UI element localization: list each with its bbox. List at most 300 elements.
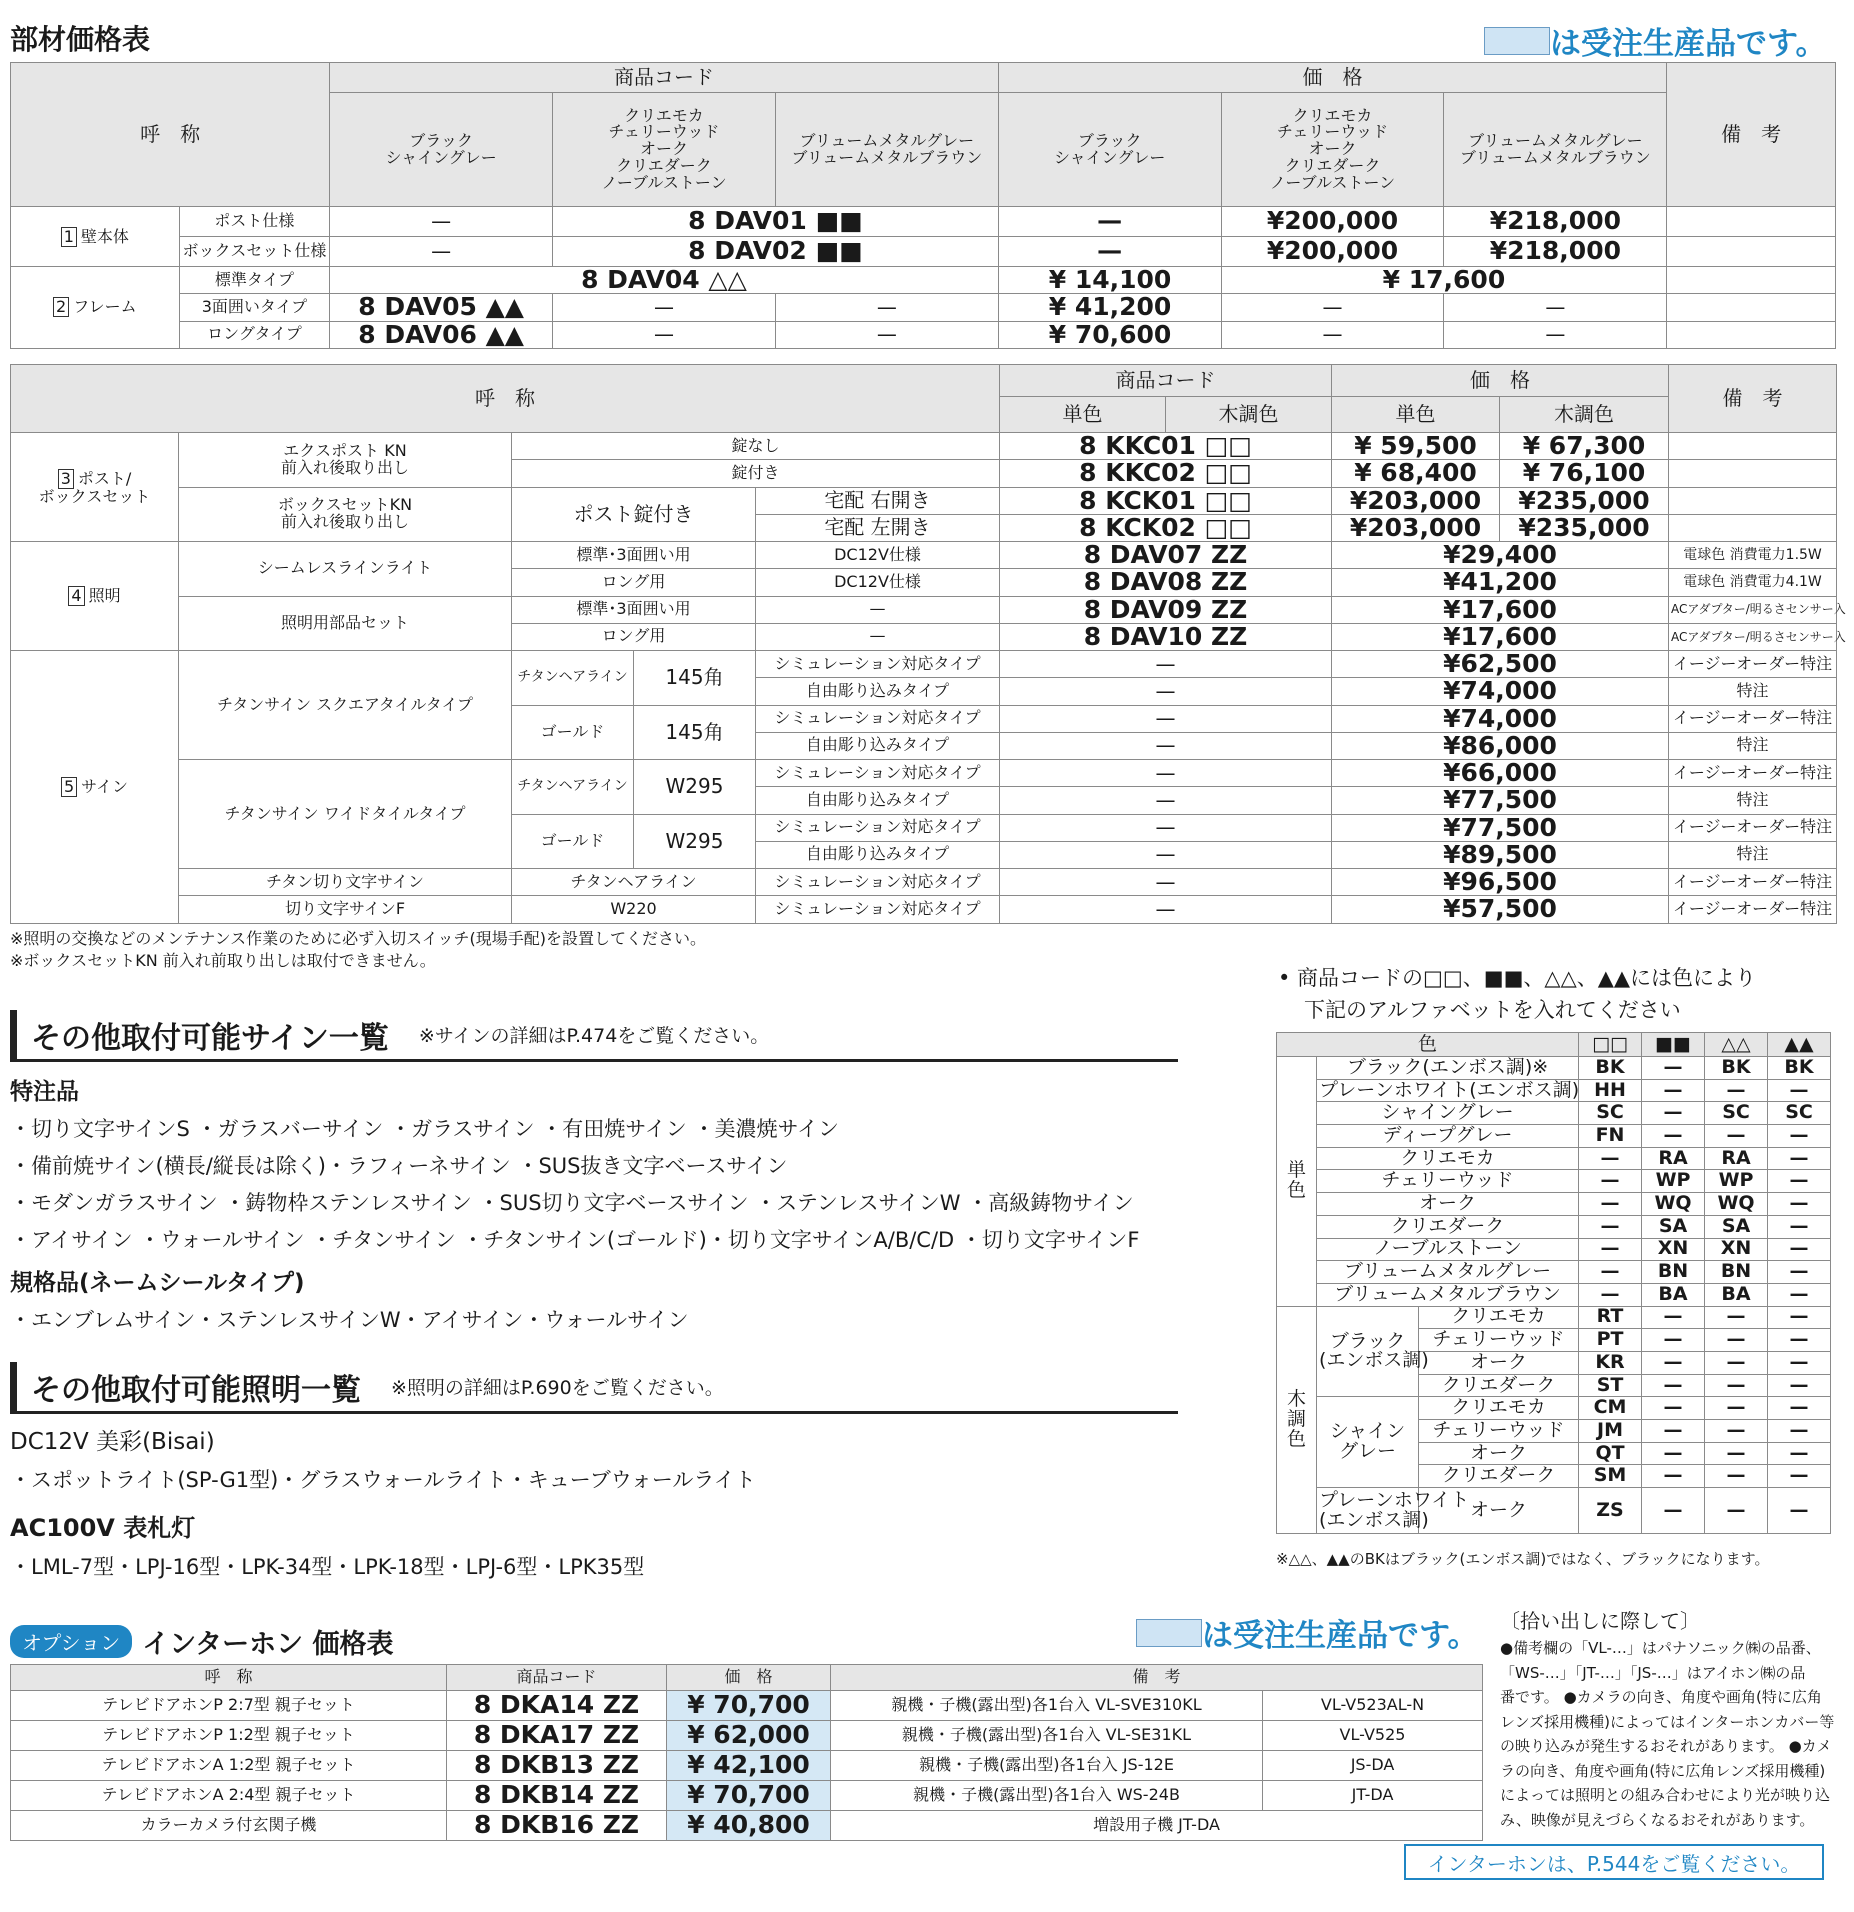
- cell: DC12V仕様: [756, 542, 1000, 569]
- color-code: WP: [1705, 1170, 1768, 1193]
- type: 自由彫り込みタイプ: [756, 787, 1000, 814]
- note: [1669, 487, 1837, 514]
- product-code: 8 DKA17 ZZ: [447, 1721, 667, 1751]
- code: —: [1000, 841, 1332, 868]
- price: ¥66,000: [1332, 760, 1669, 787]
- cell: —: [756, 596, 1000, 623]
- price: ¥62,500: [1332, 651, 1669, 678]
- cell: —: [1444, 321, 1667, 348]
- color-row: [1277, 1125, 1831, 1148]
- intercom-row: [11, 1691, 1483, 1721]
- color-code: —: [1768, 1125, 1831, 1148]
- product-code: 8 DAV01 ■■: [553, 207, 999, 237]
- color-code: —: [1768, 1329, 1831, 1352]
- color-code: —: [1768, 1397, 1831, 1420]
- color-code: HH: [1579, 1079, 1642, 1102]
- list-item: ・モダンガラスサイン ・鋳物枠ステンレスサイン ・SUS切り文字ベースサイン ・ステンレスサインW ・高級鋳物サイン: [10, 1191, 1134, 1215]
- cell: —: [756, 623, 1000, 650]
- note: 特注: [1669, 678, 1837, 705]
- color-name: クリエダーク: [1419, 1374, 1579, 1397]
- group-light: 4 照明: [11, 542, 179, 651]
- model: JT-DA: [1263, 1781, 1483, 1811]
- note: [1669, 433, 1837, 460]
- row-name: 標準タイプ: [179, 267, 330, 294]
- product-code: 8 DAV04 △△: [330, 267, 999, 294]
- type: シミュレーション対応タイプ: [756, 651, 1000, 678]
- header-code: 商品コード: [447, 1665, 667, 1691]
- product-code: 8 DAV06 ▲▲: [330, 321, 553, 348]
- note: イージーオーダー特注: [1669, 651, 1837, 678]
- header-wood-price: 木調色: [1500, 397, 1669, 433]
- footnotes: [10, 928, 706, 972]
- intro-line: 下記のアルファベットを入れてください: [1304, 998, 1681, 1022]
- color-code: ST: [1579, 1374, 1642, 1397]
- model: VL-V523AL-N: [1263, 1691, 1483, 1721]
- price: ¥77,500: [1332, 787, 1669, 814]
- color-code: —: [1642, 1351, 1705, 1374]
- price: ¥218,000: [1444, 237, 1667, 267]
- cell: —: [1221, 294, 1444, 321]
- note: ACアダプター/明るさセンサー入: [1669, 596, 1837, 623]
- color-code: SC: [1579, 1102, 1642, 1125]
- color-code: —: [1642, 1329, 1705, 1352]
- pickup-line: 「WS-…」「JT-…」「JS-…」はアイホン㈱の品: [1500, 1663, 1806, 1682]
- header-sym: □□: [1579, 1033, 1642, 1057]
- cell: ロング用: [512, 569, 756, 596]
- code: —: [1000, 787, 1332, 814]
- cell: —: [1444, 294, 1667, 321]
- heading: その他取付可能照明一覧: [31, 1372, 361, 1408]
- code: —: [1000, 760, 1332, 787]
- order-note: は受注生産品です。: [1202, 1618, 1479, 1654]
- model: VL-V525: [1263, 1721, 1483, 1751]
- material: チタンヘアライン: [512, 869, 756, 896]
- product-code: 8 DKA14 ZZ: [447, 1691, 667, 1721]
- price: —: [998, 237, 1221, 267]
- color-code: —: [1642, 1079, 1705, 1102]
- color-code: —: [1768, 1488, 1831, 1534]
- color-code-table: [1276, 1032, 1831, 1534]
- price: ¥86,000: [1332, 732, 1669, 759]
- color-name: オーク: [1317, 1193, 1579, 1216]
- type: 自由彫り込みタイプ: [756, 732, 1000, 759]
- header-price: 価 格: [998, 63, 1667, 93]
- type: 自由彫り込みタイプ: [756, 678, 1000, 705]
- intercom-name: テレビドアホンA 2:4型 親子セット: [11, 1781, 447, 1811]
- cell: ロング用: [512, 623, 756, 650]
- note: 親機・子機(露出型)各1台入 VL-SVE310KL: [831, 1691, 1263, 1721]
- color-code: —: [1768, 1215, 1831, 1238]
- intro-line: • 商品コードの□□、■■、△△、▲▲には色により: [1278, 966, 1757, 990]
- color-row: [1277, 1215, 1831, 1238]
- price: ¥ 68,400: [1332, 460, 1500, 487]
- pickup-line: 番です。 ●カメラの向き、角度や画角(特に広角: [1500, 1688, 1822, 1706]
- price: ¥17,600: [1332, 623, 1669, 650]
- std-heading: 規格品(ネームシールタイプ): [10, 1270, 305, 1296]
- ac-heading: AC100V 表札灯: [10, 1514, 196, 1542]
- code: —: [1000, 651, 1332, 678]
- color-row: [1277, 1488, 1831, 1534]
- color-code: —: [1705, 1306, 1768, 1329]
- color-name: シャイングレー: [1317, 1102, 1579, 1125]
- product-code: 8 DKB16 ZZ: [447, 1811, 667, 1841]
- price: ¥ 70,700: [667, 1781, 831, 1811]
- note: 親機・子機(露出型)各1台入 WS-24B: [831, 1781, 1263, 1811]
- type: 自由彫り込みタイプ: [756, 841, 1000, 868]
- size: 145角: [634, 651, 756, 706]
- price: ¥ 62,000: [667, 1721, 831, 1751]
- color-code: BA: [1642, 1283, 1705, 1306]
- cell: —: [775, 294, 998, 321]
- color-name: オーク: [1419, 1351, 1579, 1374]
- note: [1667, 294, 1836, 321]
- color-code: —: [1642, 1397, 1705, 1420]
- pickup-notes: [1500, 1606, 1836, 1832]
- lock: ポスト錠付き: [512, 487, 756, 542]
- color-name: クリエモカ: [1317, 1147, 1579, 1170]
- light-parts: 照明用部品セット: [179, 596, 512, 651]
- cell: 標準･3面囲い用: [512, 596, 756, 623]
- color-footnote: ※△△、▲▲のBKはブラック(エンボス調)ではなく、ブラックになります。: [1276, 1550, 1770, 1568]
- color-code: PT: [1579, 1329, 1642, 1352]
- cell: 標準･3面囲い用: [512, 542, 756, 569]
- legend-swatch: [1484, 27, 1550, 55]
- pickup-line: ラの向き、角度や画角(特に広角レンズ採用機種): [1500, 1761, 1826, 1780]
- header-price: 価 格: [1332, 365, 1669, 397]
- pickup-line: によっては照明との組み合わせにより光が映り込: [1500, 1786, 1831, 1804]
- color-code: QT: [1579, 1442, 1642, 1465]
- color-code: —: [1642, 1465, 1705, 1488]
- col-black: ブラック シャイングレー: [330, 93, 553, 207]
- color-code: —: [1705, 1465, 1768, 1488]
- color-code: BN: [1642, 1261, 1705, 1284]
- color-code: —: [1705, 1125, 1768, 1148]
- intercom-name: カラーカメラ付玄関子機: [11, 1811, 447, 1841]
- group-sign: 5 サイン: [11, 651, 179, 924]
- square-tile-sign: チタンサイン スクエアタイルタイプ: [179, 651, 512, 760]
- color-name: チェリーウッド: [1317, 1170, 1579, 1193]
- col-metal-price: ブリュームメタルグレー ブリュームメタルブラウン: [1444, 93, 1667, 207]
- color-code: —: [1768, 1170, 1831, 1193]
- price: ¥235,000: [1500, 514, 1669, 541]
- color-code: —: [1705, 1351, 1768, 1374]
- price: ¥ 42,100: [667, 1751, 831, 1781]
- header-note: 備 考: [1667, 63, 1836, 207]
- color-code: —: [1642, 1125, 1705, 1148]
- color-name: クリエダーク: [1317, 1215, 1579, 1238]
- code: —: [1000, 814, 1332, 841]
- intercom-row: [11, 1721, 1483, 1751]
- header-solid-price: 単色: [1332, 397, 1500, 433]
- price: ¥96,500: [1332, 869, 1669, 896]
- color-code: SC: [1705, 1102, 1768, 1125]
- color-name: オーク: [1419, 1442, 1579, 1465]
- note: [1667, 237, 1836, 267]
- product-code: 8 DAV10 ZZ: [1000, 623, 1332, 650]
- row-name: ロングタイプ: [179, 321, 330, 348]
- type: シミュレーション対応タイプ: [756, 869, 1000, 896]
- sub: 宅配 右開き: [756, 487, 1000, 514]
- price: ¥ 70,600: [998, 321, 1221, 348]
- note: 親機・子機(露出型)各1台入 JS-12E: [831, 1751, 1263, 1781]
- light-list-heading: [10, 1362, 1178, 1414]
- color-name: ディープグレー: [1317, 1125, 1579, 1148]
- note: 特注: [1669, 732, 1837, 759]
- color-code: —: [1642, 1057, 1705, 1080]
- code: —: [1000, 869, 1332, 896]
- legend-swatch: [1136, 1619, 1202, 1647]
- group-wall: 1 壁本体: [11, 207, 180, 267]
- intercom-name: テレビドアホンA 1:2型 親子セット: [11, 1751, 447, 1781]
- header-code: 商品コード: [330, 63, 999, 93]
- color-code: WP: [1642, 1170, 1705, 1193]
- footnote: ※照明の交換などのメンテナンス作業のために必ず入切スイッチ(現場手配)を設置してください。: [10, 929, 706, 948]
- price: ¥77,500: [1332, 814, 1669, 841]
- color-code: —: [1579, 1170, 1642, 1193]
- color-code: BN: [1705, 1261, 1768, 1284]
- color-code: BK: [1705, 1057, 1768, 1080]
- material: W220: [512, 896, 756, 923]
- color-code: BK: [1579, 1057, 1642, 1080]
- note: [1667, 207, 1836, 237]
- color-code: XN: [1705, 1238, 1768, 1261]
- color-name: ブラック(エンボス調)※: [1317, 1057, 1579, 1080]
- intercom-order-legend: [1136, 1610, 1479, 1655]
- size: W295: [634, 814, 756, 869]
- color-code: —: [1768, 1420, 1831, 1443]
- list-item: ・エンブレムサイン・ステンレスサインW・アイサイン・ウォールサイン: [10, 1308, 689, 1332]
- price: ¥203,000: [1332, 514, 1500, 541]
- color-name: ブリュームメタルグレー: [1317, 1261, 1579, 1284]
- color-code: —: [1579, 1261, 1642, 1284]
- cell: —: [330, 237, 553, 267]
- wood-base: プレーンホワイト (エンボス調): [1317, 1488, 1419, 1534]
- header-name: 呼 称: [11, 365, 1000, 433]
- sub: 錠付き: [512, 460, 1000, 487]
- list-item: ・切り文字サインS ・ガラスバーサイン ・ガラスサイン ・有田焼サイン ・美濃焼サイン: [10, 1117, 839, 1141]
- price: ¥74,000: [1332, 705, 1669, 732]
- price: ¥200,000: [1221, 207, 1444, 237]
- list-item: ・アイサイン ・ウォールサイン ・チタンサイン ・チタンサイン(ゴールド)・切り文字サインA/B/C/D ・切り文字サインF: [10, 1228, 1140, 1252]
- header-code: 商品コード: [1000, 365, 1332, 397]
- footnote: ※ボックスセットKN 前入れ前取り出しは取付できません。: [10, 951, 436, 970]
- size: 145角: [634, 705, 756, 760]
- color-code: XN: [1642, 1238, 1705, 1261]
- header-wood: 木調色: [1166, 397, 1332, 433]
- color-code: —: [1579, 1147, 1642, 1170]
- color-code: —: [1642, 1442, 1705, 1465]
- color-intro: [1278, 962, 1756, 1026]
- pickup-line: の映り込みが発生するおそれがあります。 ●カメ: [1500, 1737, 1832, 1755]
- color-code: KR: [1579, 1351, 1642, 1374]
- type: シミュレーション対応タイプ: [756, 896, 1000, 923]
- product-code: 8 DKB13 ZZ: [447, 1751, 667, 1781]
- color-code: —: [1705, 1420, 1768, 1443]
- material: ゴールド: [512, 814, 634, 869]
- price: ¥ 17,600: [1221, 267, 1667, 294]
- color-code: —: [1768, 1261, 1831, 1284]
- product-code: 8 DKB14 ZZ: [447, 1781, 667, 1811]
- code: —: [1000, 678, 1332, 705]
- note: イージーオーダー特注: [1669, 705, 1837, 732]
- intercom-name: テレビドアホンP 1:2型 親子セット: [11, 1721, 447, 1751]
- sub: 錠なし: [512, 433, 1000, 460]
- ref: ※照明の詳細はP.690をご覧ください。: [391, 1377, 724, 1399]
- cell: —: [1221, 321, 1444, 348]
- color-name: チェリーウッド: [1419, 1329, 1579, 1352]
- color-row: [1277, 1397, 1831, 1420]
- row-name: ポスト仕様: [179, 207, 330, 237]
- header-note: 備 考: [1669, 365, 1837, 433]
- pickup-line: ●備考欄の「VL-…」はパナソニック㈱の品番、: [1500, 1639, 1821, 1657]
- intercom-row: [11, 1781, 1483, 1811]
- list-item: ・備前焼サイン(横長/縦長は除く)・ラフィーネサイン ・SUS抜き文字ベースサイン: [10, 1154, 788, 1178]
- price: ¥ 70,700: [667, 1691, 831, 1721]
- color-code: —: [1768, 1465, 1831, 1488]
- color-row: [1277, 1170, 1831, 1193]
- color-name: クリエモカ: [1419, 1306, 1579, 1329]
- sign-list-heading: [10, 1010, 1178, 1062]
- material: ゴールド: [512, 705, 634, 760]
- page-title: 部材価格表: [10, 23, 151, 56]
- price: ¥203,000: [1332, 487, 1500, 514]
- price: ¥41,200: [1332, 569, 1669, 596]
- note: 特注: [1669, 841, 1837, 868]
- color-name: クリエダーク: [1419, 1465, 1579, 1488]
- color-code: —: [1768, 1238, 1831, 1261]
- color-code: RA: [1642, 1147, 1705, 1170]
- color-row: [1277, 1193, 1831, 1216]
- note: [1669, 514, 1837, 541]
- intercom-row: [11, 1751, 1483, 1781]
- color-code: —: [1768, 1351, 1831, 1374]
- color-code: SA: [1642, 1215, 1705, 1238]
- color-code: WQ: [1705, 1193, 1768, 1216]
- header-sym: ■■: [1642, 1033, 1705, 1057]
- color-code: —: [1768, 1283, 1831, 1306]
- color-name: ブリュームメタルブラウン: [1317, 1283, 1579, 1306]
- wood-group: 木調色: [1277, 1306, 1317, 1534]
- code: —: [1000, 896, 1332, 923]
- material: チタンヘアライン: [512, 760, 634, 815]
- col-wood: クリエモカ チェリーウッド オーク クリエダーク ノーブルストーン: [553, 93, 776, 207]
- box-set-kn: ボックスセットKN 前入れ後取り出し: [179, 487, 512, 542]
- note: イージーオーダー特注: [1669, 814, 1837, 841]
- note: [1667, 321, 1836, 348]
- size: W295: [634, 760, 756, 815]
- list-item: ・スポットライト(SP-G1型)・グラスウォールライト・キューブウォールライト: [10, 1468, 756, 1492]
- dc-heading: DC12V 美彩(Bisai): [10, 1429, 215, 1455]
- code: —: [1000, 705, 1332, 732]
- color-code: —: [1642, 1306, 1705, 1329]
- cell: DC12V仕様: [756, 569, 1000, 596]
- price: ¥ 67,300: [1500, 433, 1669, 460]
- header-color: 色: [1277, 1033, 1579, 1057]
- order-legend: [1484, 18, 1827, 63]
- price: ¥29,400: [1332, 542, 1669, 569]
- color-code: —: [1705, 1374, 1768, 1397]
- sign-name: チタン切り文字サイン: [179, 869, 512, 896]
- intercom-title-bar: [10, 1622, 394, 1661]
- color-row: [1277, 1147, 1831, 1170]
- color-code: RT: [1579, 1306, 1642, 1329]
- intercom-see-link[interactable]: インターホンは、P.544をご覧ください。: [1404, 1844, 1824, 1880]
- color-code: CM: [1579, 1397, 1642, 1420]
- product-code: 8 DAV02 ■■: [553, 237, 999, 267]
- sub: 宅配 左開き: [756, 514, 1000, 541]
- product-code: 8 DAV05 ▲▲: [330, 294, 553, 321]
- color-code: —: [1768, 1374, 1831, 1397]
- color-code: —: [1642, 1374, 1705, 1397]
- material: チタンヘアライン: [512, 651, 634, 706]
- note: 増設用子機 JT-DA: [831, 1811, 1483, 1841]
- note: 電球色 消費電力1.5W: [1669, 542, 1837, 569]
- color-code: ZS: [1579, 1488, 1642, 1534]
- group-frame: 2 フレーム: [11, 267, 180, 349]
- color-name: プレーンホワイト(エンボス調): [1317, 1079, 1579, 1102]
- price: ¥17,600: [1332, 596, 1669, 623]
- note: [1667, 267, 1836, 294]
- price: ¥89,500: [1332, 841, 1669, 868]
- cell: —: [553, 294, 776, 321]
- ref: ※サインの詳細はP.474をご覧ください。: [418, 1025, 770, 1047]
- color-code: RA: [1705, 1147, 1768, 1170]
- product-code: 8 DAV07 ZZ: [1000, 542, 1332, 569]
- color-code: SA: [1705, 1215, 1768, 1238]
- color-code: SC: [1768, 1102, 1831, 1125]
- color-code: BK: [1768, 1057, 1831, 1080]
- intercom-name: テレビドアホンP 2:7型 親子セット: [11, 1691, 447, 1721]
- sign-list: [10, 1074, 1140, 1339]
- price: ¥57,500: [1332, 896, 1669, 923]
- special-heading: 特注品: [10, 1079, 79, 1105]
- color-row: [1277, 1057, 1831, 1080]
- price: ¥218,000: [1444, 207, 1667, 237]
- price: ¥ 76,100: [1500, 460, 1669, 487]
- color-code: —: [1642, 1420, 1705, 1443]
- price: ¥235,000: [1500, 487, 1669, 514]
- color-name: ノーブルストーン: [1317, 1238, 1579, 1261]
- model: JS-DA: [1263, 1751, 1483, 1781]
- color-code: —: [1579, 1215, 1642, 1238]
- parts-table-2: [10, 364, 1846, 924]
- row-name: 3面囲いタイプ: [179, 294, 330, 321]
- code: —: [1000, 732, 1332, 759]
- color-code: —: [1579, 1283, 1642, 1306]
- pickup-title: 〔拾い出しに際して〕: [1500, 1609, 1700, 1633]
- type: シミュレーション対応タイプ: [756, 760, 1000, 787]
- wood-base: ブラック (エンボス調): [1317, 1306, 1419, 1397]
- option-badge: オプション: [10, 1625, 132, 1658]
- color-code: —: [1705, 1397, 1768, 1420]
- note: イージーオーダー特注: [1669, 760, 1837, 787]
- color-code: —: [1705, 1079, 1768, 1102]
- pickup-line: レンズ採用機種)によってはインターホンカバー等: [1500, 1712, 1835, 1731]
- header-note: 備 考: [831, 1665, 1483, 1691]
- color-name: チェリーウッド: [1419, 1420, 1579, 1443]
- header-price: 価 格: [667, 1665, 831, 1691]
- header-sym: ▲▲: [1768, 1033, 1831, 1057]
- col-black-price: ブラック シャイングレー: [998, 93, 1221, 207]
- product-code: 8 DAV09 ZZ: [1000, 596, 1332, 623]
- product-code: 8 KKC01 □□: [1000, 433, 1332, 460]
- header-name: 呼 称: [11, 63, 330, 207]
- group-post: 3 ポスト/ ボックスセット: [11, 433, 179, 542]
- color-name: クリエモカ: [1419, 1397, 1579, 1420]
- price: ¥ 40,800: [667, 1811, 831, 1841]
- cell: —: [775, 321, 998, 348]
- intercom-table: [10, 1664, 1483, 1841]
